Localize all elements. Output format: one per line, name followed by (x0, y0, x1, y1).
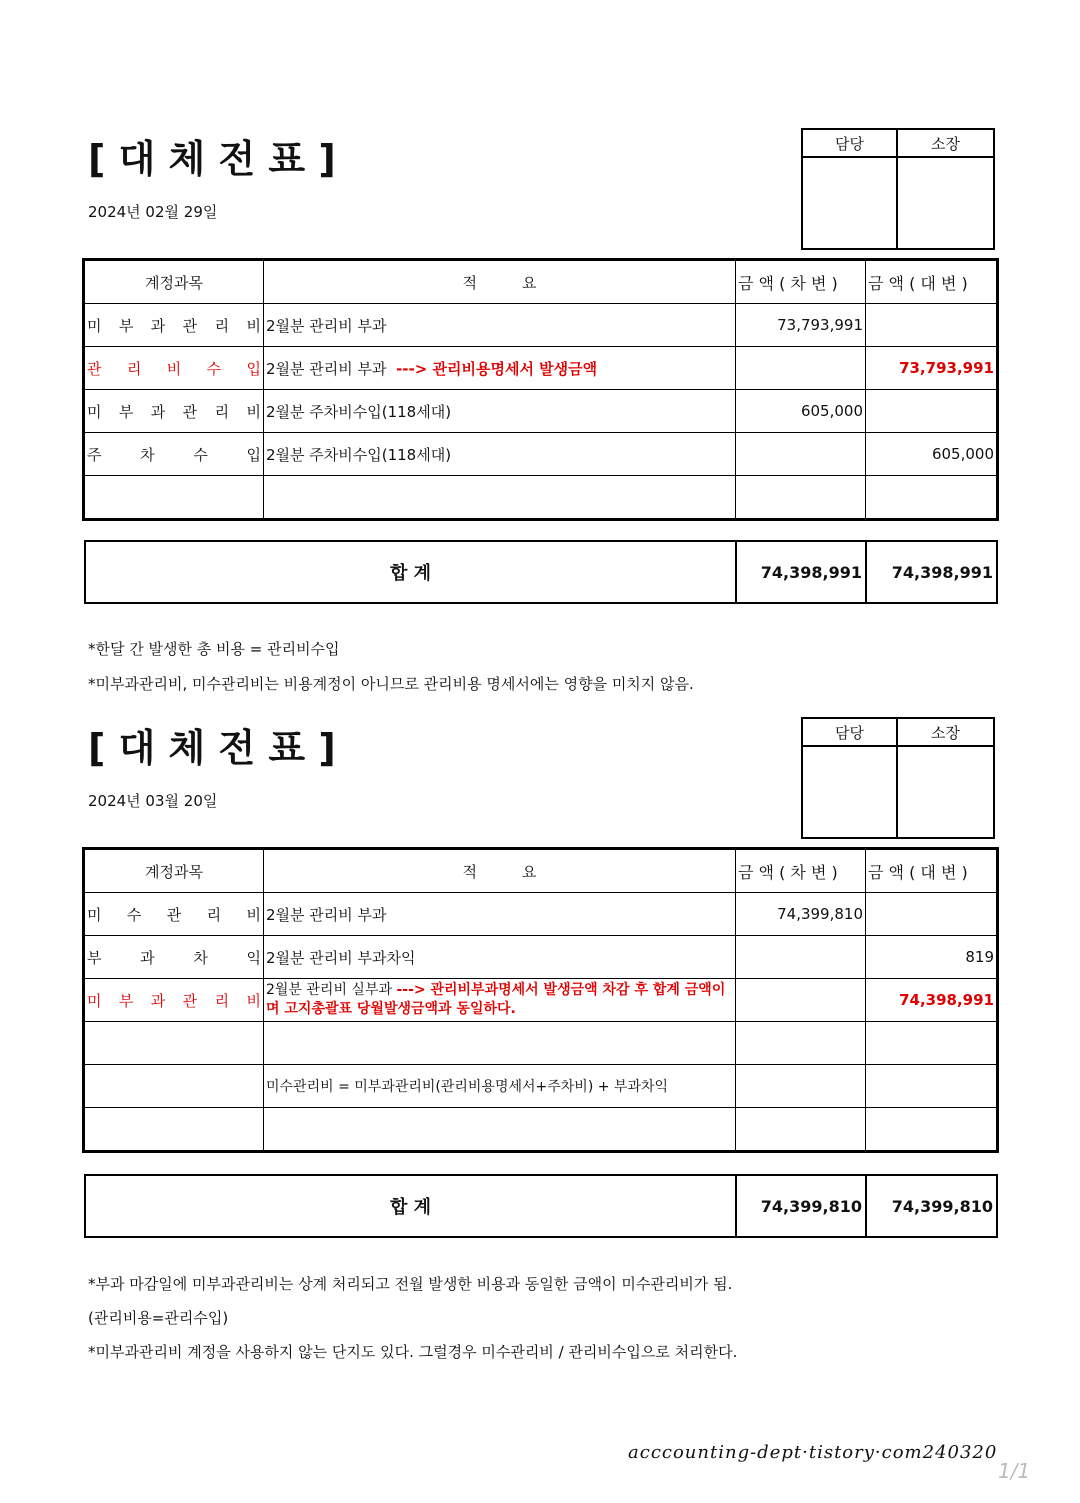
account-cell (85, 936, 264, 979)
debit-cell (736, 979, 866, 1022)
account-name: 미 부 과 관 리 비 (87, 991, 261, 1010)
header-account: 계정과목 (85, 850, 264, 893)
account-name: 관 리 비 수 입 (87, 359, 261, 378)
credit-cell (866, 390, 997, 433)
credit-cell (866, 1108, 997, 1151)
voucher2-note: *부과 마감일에 미부과관리비는 상계 처리되고 전월 발생한 비용과 동일한 금액이 미수관리비가 됨. (88, 1275, 733, 1293)
debit-cell (736, 347, 866, 390)
credit-cell: 605,000 (866, 433, 997, 476)
voucher2-title: [ 대 체 전 표 ] (88, 726, 336, 770)
debit-cell: 73,793,991 (736, 304, 866, 347)
header-summary: 적 요 (264, 261, 736, 304)
total-credit: 74,399,810 (866, 1175, 997, 1237)
voucher1-date: 2024년 02월 29일 (88, 203, 218, 221)
debit-cell (736, 1108, 866, 1151)
voucher1-total (84, 540, 998, 604)
approval-stamp-manager (803, 747, 898, 837)
account-cell (85, 304, 264, 347)
approval-stamp-chief (898, 158, 993, 248)
account-cell (85, 1108, 264, 1151)
debit-cell (736, 476, 866, 519)
account-cell (85, 1065, 264, 1108)
credit-cell (866, 893, 997, 936)
table-row (85, 433, 997, 476)
voucher1-note: *미부과관리비, 미수관리비는 비용계정이 아니므로 관리비용 명세서에는 영향을 미치지 않음. (88, 675, 694, 693)
header-account: 계정과목 (85, 261, 264, 304)
account-cell (85, 433, 264, 476)
total-debit: 74,399,810 (736, 1175, 866, 1237)
account-cell (85, 390, 264, 433)
header-credit: 금 액 ( 대 변 ) (866, 850, 997, 893)
header-debit: 금 액 ( 차 변 ) (736, 850, 866, 893)
credit-cell: 819 (866, 936, 997, 979)
voucher1-note: *한달 간 발생한 총 비용 = 관리비수입 (88, 640, 340, 658)
voucher1-approval-box (801, 128, 995, 250)
credit-cell (866, 1022, 997, 1065)
header-credit: 금 액 ( 대 변 ) (866, 261, 997, 304)
credit-cell (866, 476, 997, 519)
table-row (85, 936, 997, 979)
voucher2-date: 2024년 03월 20일 (88, 792, 218, 810)
table-row (85, 1065, 997, 1108)
summary-cell (264, 1108, 736, 1151)
summary-cell: 2월분 관리비 부과 (264, 304, 736, 347)
voucher2-approval-box (801, 717, 995, 839)
summary-note: ---> 관리비용명세서 발생금액 (396, 359, 598, 378)
summary-cell: 2월분 관리비 실부과 ---> 관리비부과명세서 발생금액 차감 후 합계 금액이며 고지총괄표 당월발생금액과 동일하다. (264, 979, 736, 1022)
table-row (85, 1108, 997, 1151)
approval-label-manager: 담당 (803, 130, 898, 158)
approval-label-chief: 소장 (898, 130, 993, 158)
summary-cell: 2월분 관리비 부과 (264, 893, 736, 936)
credit-cell (866, 304, 997, 347)
account-cell (85, 476, 264, 519)
account-cell (85, 1022, 264, 1065)
table-row (85, 347, 997, 390)
voucher2-total (84, 1174, 998, 1238)
debit-cell: 605,000 (736, 390, 866, 433)
account-cell (85, 893, 264, 936)
credit-cell: 74,398,991 (866, 979, 997, 1022)
summary-cell: 2월분 주차비수입(118세대) (264, 433, 736, 476)
header-debit: 금 액 ( 차 변 ) (736, 261, 866, 304)
debit-cell (736, 1022, 866, 1065)
table-row (85, 893, 997, 936)
summary-cell: 2월분 관리비 부과차익 (264, 936, 736, 979)
credit-cell (866, 1065, 997, 1108)
summary-note: ---> 관리비부과명세서 발생금액 차감 후 합계 금액이며 고지총괄표 당월발생금액과 동일하다. (266, 982, 726, 1017)
table-row (85, 476, 997, 519)
voucher1-title: [ 대 체 전 표 ] (88, 137, 336, 181)
approval-stamp-chief (898, 747, 993, 837)
author-signature: acccounting-dept·tistory·com240320 (628, 1442, 998, 1463)
table-row (85, 304, 997, 347)
total-debit: 74,398,991 (736, 541, 866, 603)
header-summary: 적 요 (264, 850, 736, 893)
account-name: 주 차 수 입 (87, 445, 261, 464)
page-indicator: 1/1 (998, 1459, 1031, 1483)
approval-label-manager: 담당 (803, 719, 898, 747)
ledger-header-row (85, 261, 997, 304)
total-label: 합 계 (85, 541, 736, 603)
approval-stamp-manager (803, 158, 898, 248)
total-credit: 74,398,991 (866, 541, 997, 603)
summary-cell: 미수관리비 = 미부과관리비(관리비용명세서+주차비) + 부과차익 (264, 1065, 736, 1108)
voucher2-ledger (84, 849, 997, 1151)
account-name: 미 수 관 리 비 (87, 905, 261, 924)
account-cell (85, 979, 264, 1022)
table-row (85, 1022, 997, 1065)
account-name: 미 부 과 관 리 비 (87, 316, 261, 335)
debit-cell: 74,399,810 (736, 893, 866, 936)
approval-label-chief: 소장 (898, 719, 993, 747)
credit-cell: 73,793,991 (866, 347, 997, 390)
debit-cell (736, 1065, 866, 1108)
debit-cell (736, 936, 866, 979)
total-label: 합 계 (85, 1175, 736, 1237)
ledger-header-row (85, 850, 997, 893)
debit-cell (736, 433, 866, 476)
table-row (85, 979, 997, 1022)
summary-cell: 2월분 주차비수입(118세대) (264, 390, 736, 433)
summary-cell (264, 1022, 736, 1065)
summary-cell: 2월분 관리비 부과 ---> 관리비용명세서 발생금액 (264, 347, 736, 390)
table-row (85, 390, 997, 433)
voucher2-note: (관리비용=관리수입) (88, 1309, 229, 1327)
voucher2-note: *미부과관리비 계정을 사용하지 않는 단지도 있다. 그럴경우 미수관리비 / 관리비수입으로 처리한다. (88, 1343, 738, 1361)
voucher1-ledger (84, 260, 997, 519)
account-name: 부 과 차 익 (87, 948, 261, 967)
account-name: 미 부 과 관 리 비 (87, 402, 261, 421)
summary-cell (264, 476, 736, 519)
account-cell (85, 347, 264, 390)
